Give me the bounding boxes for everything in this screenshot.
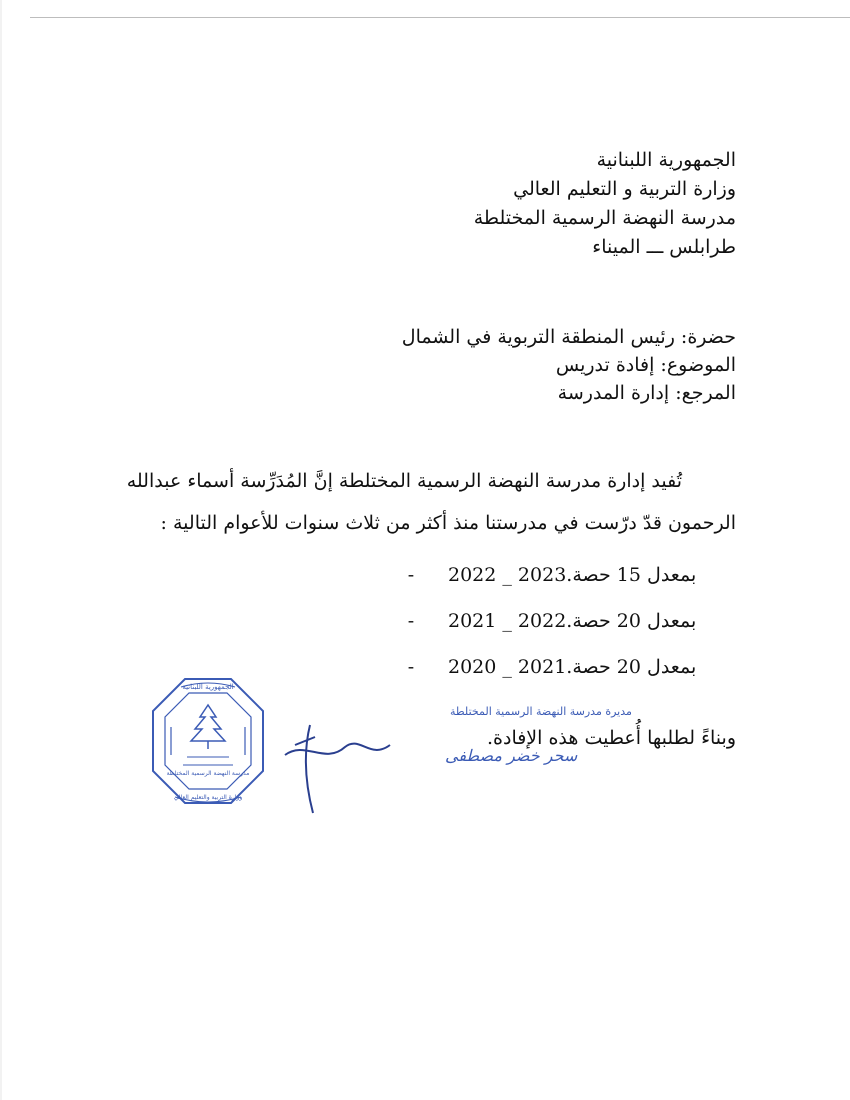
letterhead-ministry: وزارة التربية و التعليم العالي [513,178,736,200]
year-range: 2022 _ 2023 [448,564,567,586]
director-title-text: مديرة مدرسة النهضة الرسمية المختلطة [450,705,632,718]
period-rate: بمعدل 20 حصة. [566,610,697,632]
seal-text-inner: مدرسة النهضة الرسمية المختلطة [166,770,250,777]
list-bullet: - [407,610,415,632]
director-name-text: سحر خضر مصطفى [445,746,578,765]
letterhead-city: طرابلس ـــ الميناء [592,236,736,258]
seal-text-outer: الجمهورية اللبنانية [182,683,234,691]
list-bullet: - [407,564,415,586]
letterhead-country: الجمهورية اللبنانية [596,149,736,171]
body-line-2: الرحمون قدّ درّست في مدرستنا منذ أكثر من ثلاث سنوات للأعوام التالية : [160,512,736,534]
letterhead-school: مدرسة النهضة الرسمية المختلطة [473,207,736,229]
recipient-line: حضرة: رئيس المنطقة التربوية في الشمال [401,326,736,348]
scan-edge-left [0,0,2,1100]
list-bullet: - [407,656,415,678]
closing-statement: وبناءً لطلبها أُعطيت هذه الإفادة. [486,727,736,749]
reference-line: المرجع: إدارة المدرسة [557,382,736,404]
teaching-years-list [376,552,736,690]
subject-line: الموضوع: إفادة تدريس [555,354,736,376]
letterhead [376,146,736,262]
list-item [376,552,736,598]
scan-edge-top [30,17,850,18]
list-item [376,598,736,644]
signature-stroke [285,725,390,813]
period-rate: بمعدل 15 حصة. [566,564,697,586]
seal-text-bottom: وزارة التربية والتعليم العالي [173,794,243,801]
body-line-1: تُفيد إدارة مدرسة النهضة الرسمية المختلطة إنَّ المُدَرِّسة أسماء عبدالله [126,470,682,492]
year-range: 2020 _ 2021 [448,656,567,678]
period-rate: بمعدل 20 حصة. [566,656,697,678]
address-block [316,323,736,407]
certificate-body [126,460,736,544]
cedar-tree [191,705,225,749]
year-range: 2021 _ 2022 [448,610,567,632]
